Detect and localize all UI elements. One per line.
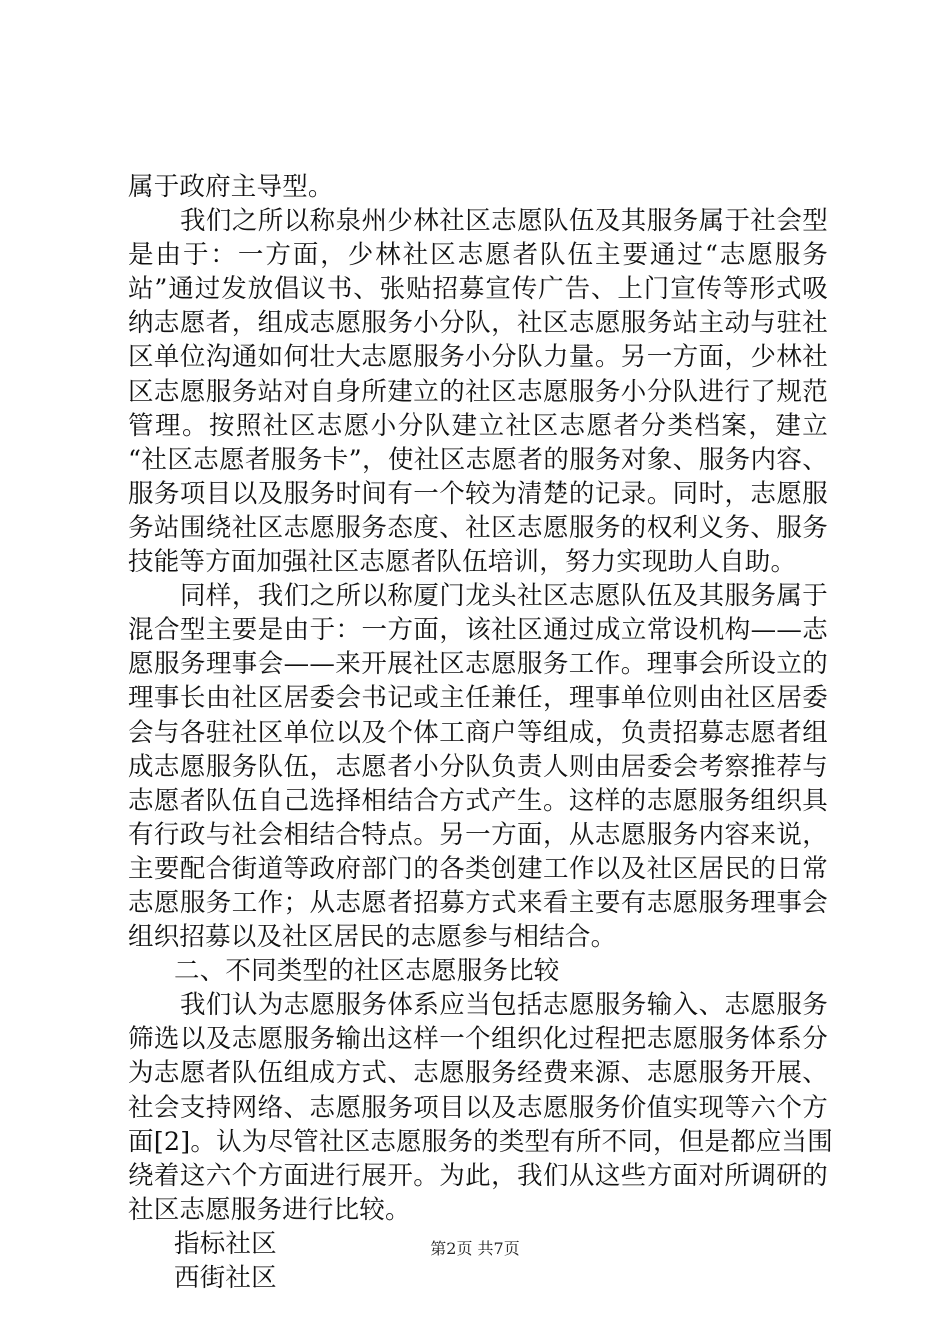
text-line: 社会支持网络、志愿服务项目以及志愿服务价值实现等六个方 <box>128 1092 828 1123</box>
text-line: 志愿者队伍自己选择相结合方式产生。这样的志愿服务组织具 <box>128 785 828 816</box>
paragraph-start-line: 我们认为志愿服务体系应当包括志愿服务输入、志愿服务 <box>180 990 828 1021</box>
paragraph-end-line: 组织招募以及社区居民的志愿参与相结合。 <box>128 922 617 953</box>
paragraph-start-line: 同样，我们之所以称厦门龙头社区志愿队伍及其服务属于 <box>180 581 828 612</box>
text-line: 服务项目以及服务时间有一个较为清楚的记录。同时，志愿服 <box>128 478 828 509</box>
text-line: 务站围绕社区志愿服务态度、社区志愿服务的权利义务、服务 <box>128 512 828 543</box>
page-number: 第2页 共7页 <box>430 1239 520 1258</box>
text-line: 站”通过发放倡议书、张贴招募宣传广告、上门宣传等形式吸 <box>128 274 828 305</box>
text-line: 志愿服务工作；从志愿者招募方式来看主要有志愿服务理事会 <box>128 887 828 918</box>
text-line: 绕着这六个方面进行展开。为此，我们从这些方面对所调研的 <box>128 1160 828 1191</box>
text-line: 为志愿者队伍组成方式、志愿服务经费来源、志愿服务开展、 <box>128 1058 828 1089</box>
text-line: 主要配合街道等政府部门的各类创建工作以及社区居民的日常 <box>128 853 828 884</box>
text-line: 成志愿服务队伍，志愿者小分队负责人则由居委会考察推荐与 <box>128 751 828 782</box>
table-cell-label: 西街社区 <box>174 1263 277 1293</box>
table-header-label: 指标社区 <box>174 1228 277 1259</box>
page-footer <box>0 1239 950 1259</box>
text-line: 理事长由社区居委会书记或主任兼任，理事单位则由社区居委 <box>128 683 828 714</box>
paragraph-start-line: 我们之所以称泉州少林社区志愿队伍及其服务属于社会型 <box>180 206 828 237</box>
text-line: 会与各驻社区单位以及个体工商户等组成，负责招募志愿者组 <box>128 717 828 748</box>
text-line: 区志愿服务站对自身所建立的社区志愿服务小分队进行了规范 <box>128 376 828 407</box>
text-line: 愿服务理事会——来开展社区志愿服务工作。理事会所设立的 <box>128 649 828 680</box>
text-line: 筛选以及志愿服务输出这样一个组织化过程把志愿服务体系分 <box>128 1024 828 1055</box>
document-body <box>128 170 833 1295</box>
paragraph-end-line: 技能等方面加强社区志愿者队伍培训，努力实现助人自助。 <box>128 547 797 578</box>
text-line: 面[2]。认为尽管社区志愿服务的类型有所不同，但是都应当围 <box>128 1126 833 1157</box>
text-line: 区单位沟通如何壮大志愿服务小分队力量。另一方面，少林社 <box>128 342 828 373</box>
paragraph-end-line: 社区志愿服务进行比较。 <box>128 1194 411 1225</box>
text-line: 纳志愿者，组成志愿服务小分队，社区志愿服务站主动与驻社 <box>128 308 828 339</box>
text-line: 管理。按照社区志愿小分队建立社区志愿者分类档案，建立 <box>128 410 828 441</box>
section-heading: 二、不同类型的社区志愿服务比较 <box>174 956 560 987</box>
text-line: 有行政与社会相结合特点。另一方面，从志愿服务内容来说， <box>128 819 828 850</box>
text-line: 是由于：一方面，少林社区志愿者队伍主要通过“志愿服务 <box>128 240 828 271</box>
text-line: 属于政府主导型。 <box>128 172 334 202</box>
text-line: “社区志愿者服务卡”，使社区志愿者的服务对象、服务内容、 <box>128 444 828 475</box>
text-line: 混合型主要是由于：一方面，该社区通过成立常设机构——志 <box>128 615 828 646</box>
